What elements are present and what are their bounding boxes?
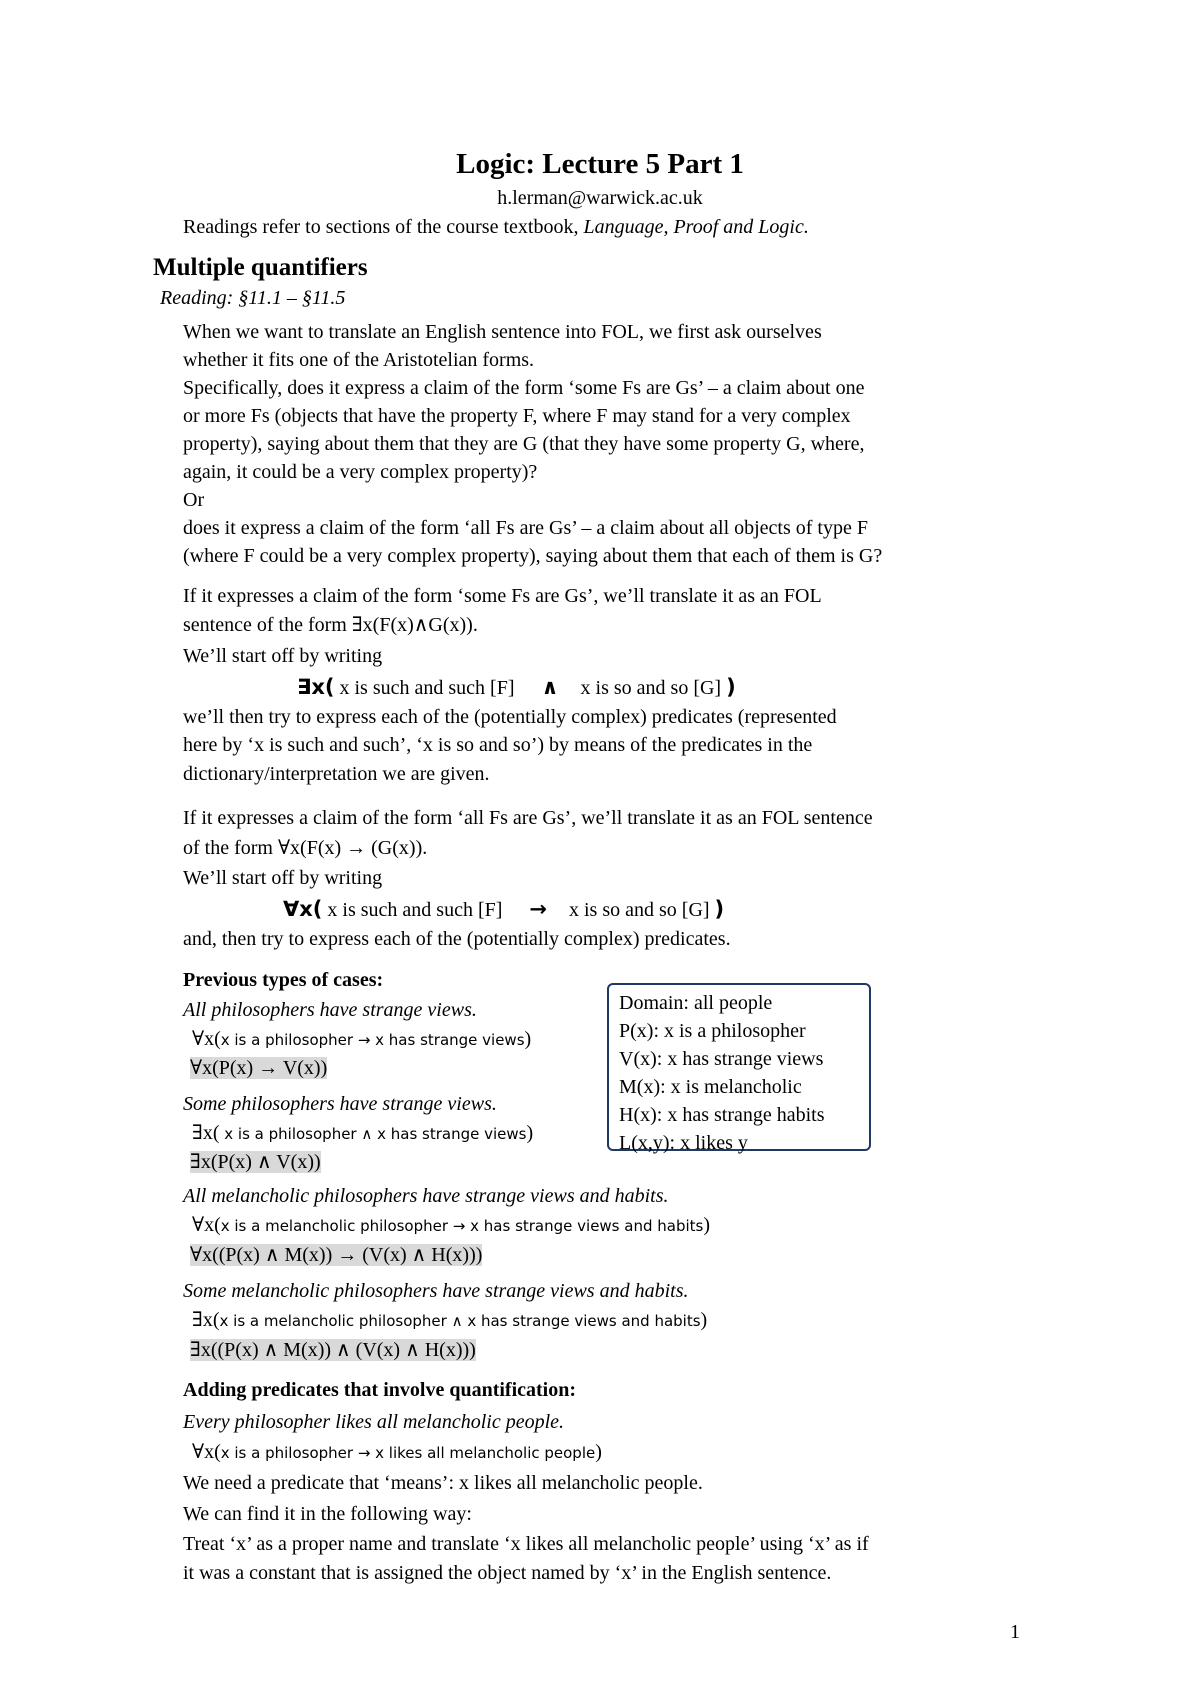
exist-line: we’ll then try to express each of the (potentially complex) predicates (represented [183, 706, 837, 728]
intro-line: (where F could be a very complex property), saying about them that each of them is G? [183, 545, 883, 567]
arrow-connective: → [529, 897, 547, 921]
readings-note [183, 213, 809, 241]
domain-line: Domain: all people [619, 992, 773, 1014]
f-part: x is such and such [F] [334, 677, 515, 699]
adding-line: We can find it in the following way: [183, 1503, 472, 1525]
or-label: Or [183, 489, 205, 511]
exist-line: We’ll start off by writing [183, 645, 383, 667]
univ-template-formula [283, 895, 724, 924]
and-connective: ∧ [541, 675, 559, 699]
example-sentence: All philosophers have strange views. [183, 999, 477, 1021]
domain-box [607, 983, 871, 1154]
example-gloss: ∃x( x is a philosopher ∧ x has strange views) [192, 1122, 534, 1144]
intro-line: or more Fs (objects that have the property F, where F may stand for a very complex [183, 405, 851, 427]
close-paren: ) [726, 675, 736, 699]
example-sentence: Some melancholic philosophers have strange views and habits. [183, 1280, 689, 1302]
example-gloss: ∀x(x is a philosopher → x has strange views) [192, 1028, 532, 1050]
example-fol: ∃x(P(x) ∧ V(x)) [190, 1151, 321, 1173]
predicate-def: L(x,y): x likes y [619, 1132, 748, 1154]
intro-line: does it express a claim of the form ‘all Fs are Gs’ – a claim about all objects of type F [183, 517, 868, 539]
intro-line: Specifically, does it express a claim of the form ‘some Fs are Gs’ – a claim about one [183, 377, 865, 399]
g-part: x is so and so [G] [569, 899, 710, 921]
reading-reference: Reading: §11.1 – §11.5 [160, 287, 346, 309]
example-sentence: All melancholic philosophers have strange views and habits. [183, 1185, 669, 1207]
adding-line: Treat ‘x’ as a proper name and translate ‘x likes all melancholic people’ using ‘x’ as if [183, 1533, 869, 1555]
predicate-def: V(x): x has strange views [619, 1048, 824, 1070]
example-gloss: ∀x(x is a philosopher → x likes all melancholic people) [192, 1441, 602, 1463]
example-sentence: Some philosophers have strange views. [183, 1093, 497, 1115]
adding-heading: Adding predicates that involve quantification: [183, 1379, 576, 1401]
univ-line: of the form ∀x(F(x) → (G(x)). [183, 837, 428, 859]
forall-quantifier: ∀x( [283, 897, 323, 921]
predicate-def: P(x): x is a philosopher [619, 1020, 806, 1042]
close-paren: ) [714, 897, 725, 921]
previous-heading: Previous types of cases: [183, 969, 384, 991]
univ-line: and, then try to express each of the (potentially complex) predicates. [183, 928, 731, 950]
intro-line: property), saying about them that they are G (that they have some property G, where, [183, 433, 865, 455]
exist-template-formula [297, 673, 736, 702]
univ-line: If it expresses a claim of the form ‘all Fs are Gs’, we’ll translate it as an FOL sentence [183, 807, 873, 829]
predicate-def: H(x): x has strange habits [619, 1104, 825, 1126]
page-number: 1 [1010, 1621, 1020, 1643]
exist-line: dictionary/interpretation we are given. [183, 763, 490, 785]
univ-line: We’ll start off by writing [183, 867, 383, 889]
intro-line: whether it fits one of the Aristotelian forms. [183, 349, 535, 371]
section-heading: Multiple quantifiers [153, 254, 368, 281]
exist-line: here by ‘x is such and such’, ‘x is so and so’) by means of the predicates in the [183, 734, 813, 756]
predicate-def: M(x): x is melancholic [619, 1076, 802, 1098]
exists-quantifier: ∃x( [297, 675, 335, 699]
example-sentence: Every philosopher likes all melancholic people. [183, 1411, 565, 1433]
f-part: x is such and such [F] [322, 899, 503, 921]
adding-line: it was a constant that is assigned the object named by ‘x’ in the English sentence. [183, 1562, 832, 1584]
exist-line: If it expresses a claim of the form ‘some Fs are Gs’, we’ll translate it as an FOL [183, 585, 822, 607]
adding-line: We need a predicate that ‘means’: x likes all melancholic people. [183, 1472, 703, 1494]
textbook-title: Language, Proof and Logic. [583, 216, 809, 238]
author-email: h.lerman@warwick.ac.uk [497, 187, 703, 209]
readings-intro: Readings refer to sections of the course textbook, [183, 216, 584, 238]
example-gloss: ∃x(x is a melancholic philosopher ∧ x has strange views and habits) [192, 1309, 708, 1331]
example-fol: ∃x((P(x) ∧ M(x)) ∧ (V(x) ∧ H(x))) [190, 1339, 476, 1361]
page-title: Logic: Lecture 5 Part 1 [456, 148, 744, 180]
example-gloss: ∀x(x is a melancholic philosopher → x has strange views and habits) [192, 1214, 711, 1236]
intro-line: When we want to translate an English sentence into FOL, we first ask ourselves [183, 321, 822, 343]
example-fol: ∀x((P(x) ∧ M(x)) → (V(x) ∧ H(x))) [190, 1244, 483, 1266]
intro-line: again, it could be a very complex property)? [183, 461, 538, 483]
exist-line: sentence of the form ∃x(F(x)∧G(x)). [183, 614, 478, 636]
g-part: x is so and so [G] [580, 677, 722, 699]
example-fol: ∀x(P(x) → V(x)) [190, 1057, 328, 1079]
